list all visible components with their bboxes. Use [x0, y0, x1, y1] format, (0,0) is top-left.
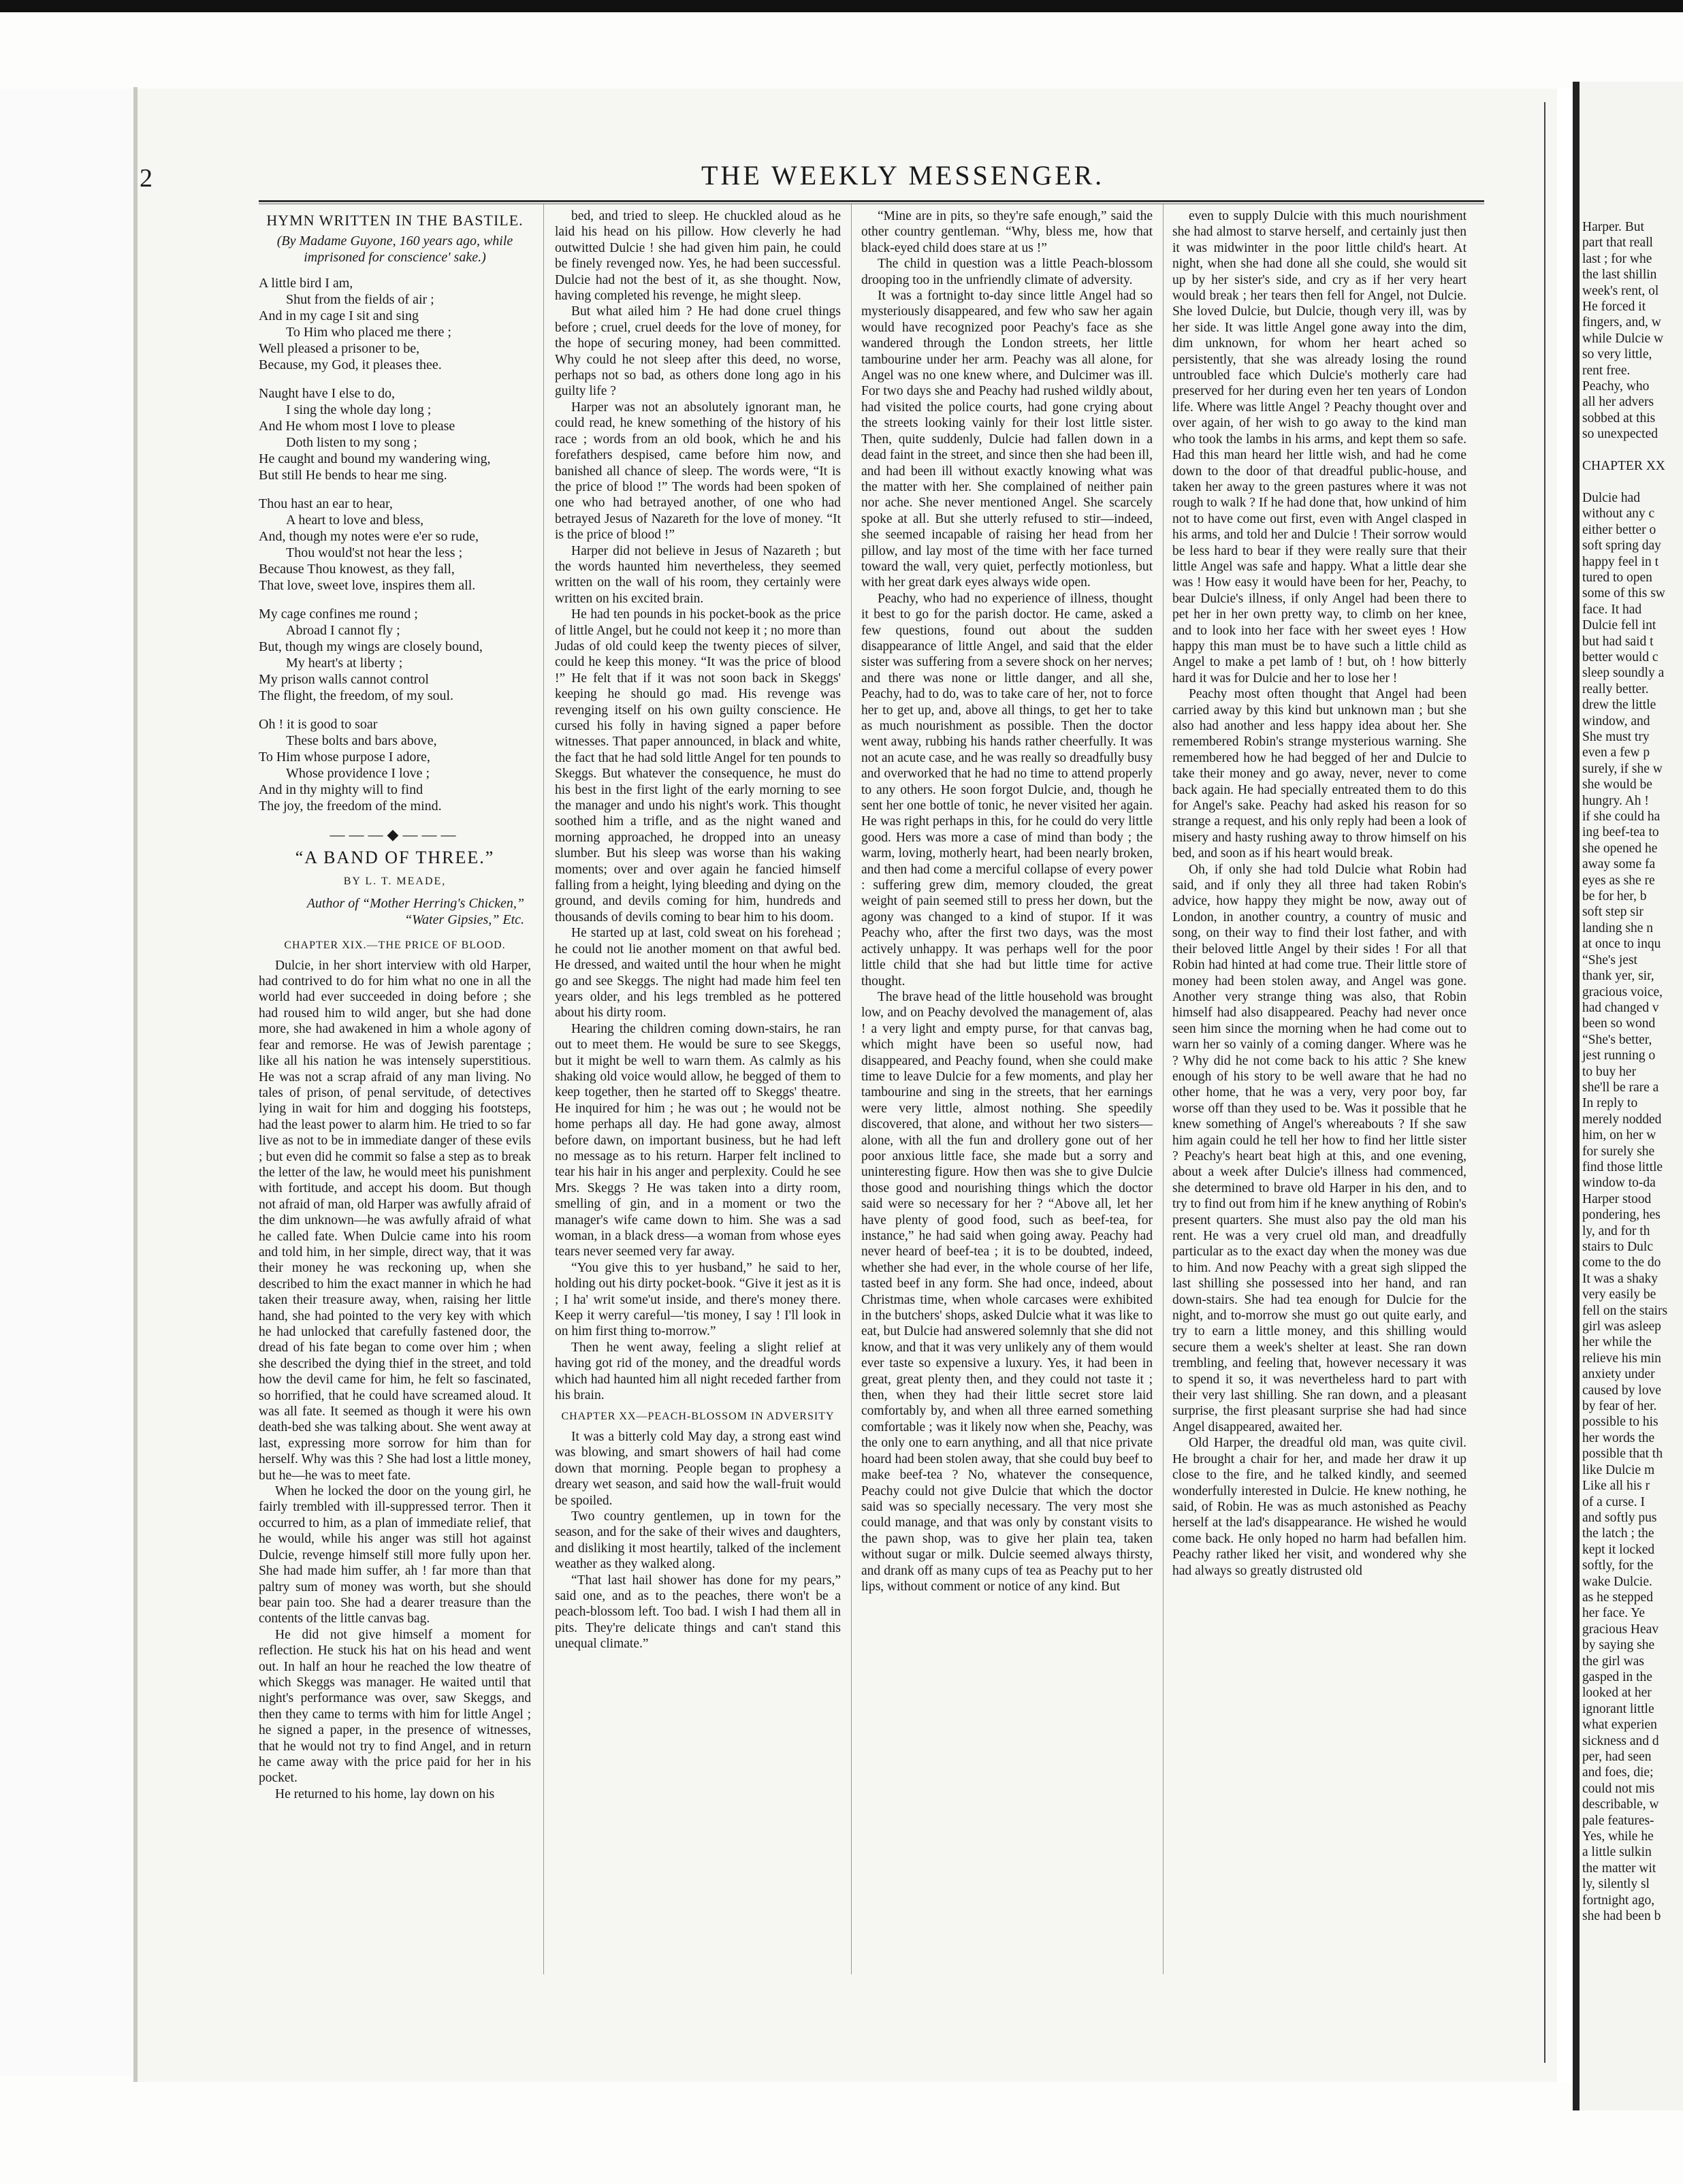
next-page-line: fortnight ago, — [1582, 1893, 1655, 1908]
next-page-line: she'll be rare a — [1582, 1080, 1659, 1095]
paragraph: Dulcie, in her short interview with old Harper, had contrived to do for him what no one in all the world had ever succeeded in doing before ; she had roused him to wild anger, but she had done more, she had awakened in him a whole agony of fear and remorse. He was of Jewish parentage ; like all his nation he was intensely superstitious. He was not a scrap afraid of any man living. No tales of prison, of penal servitude, of detectives lying in wait for him and dogging his footsteps, had the least power to alarm him. He tried to so far live as not to be in immediate danger of these evils ; but even did he commit so false a step as to break the letter of the law, he would meet his punishment with fortitude, and accept his doom. But though not afraid of man, old Harper was awfully afraid of the dim unknown—he was awfully afraid of what he called fate. When Dulcie came into his room and told him, in her simple, direct way, that it was their money he was reckoning up, when she described to him the exact manner in which he had taken their treasure away, when, raising her little hand, she had pointed to the very key with which he had unlocked that carefully fastened door, the dread of his fate began to come over him ; when she described the dying thief in the street, and told how the devil came for him, he felt so fascinated, so horrified, that he could have screamed aloud. It was all fate. It seemed as though it were his own death-bed she was talking about. She went away at last, expressing more sorrow for him than for herself. Why was this ? She had lost a little money, but he—he was to meet fate. — [259, 958, 531, 1483]
next-page-line: her words the — [1582, 1430, 1655, 1445]
next-page-line: of a curse. I — [1582, 1494, 1646, 1509]
next-page-line: and softly pus — [1582, 1510, 1657, 1525]
next-page-line: all her advers — [1582, 395, 1654, 410]
next-page-line: like Dulcie m — [1582, 1462, 1655, 1477]
next-page-line: part that reall — [1582, 236, 1653, 251]
column-rule — [851, 204, 852, 1974]
paragraph: Harper was not an absolutely ignorant man, he could read, he knew something of the history of his race ; words from an old book, which he and his forefathers despised, came before him now, and banished all chance of sleep. The words were, “It is the price of blood !” The words had been spoken of one who had betrayed another, of one who had betrayed Jesus of Nazareth for the love of money. “It is the price of blood !” — [555, 400, 841, 543]
paragraph: The child in question was a little Peach-blossom drooping too in the unfriendly climate of adversity. — [861, 257, 1153, 287]
next-page-line: either better o — [1582, 522, 1656, 537]
next-page-line: rent free. — [1582, 363, 1631, 378]
next-page-line: tured to open — [1582, 570, 1652, 585]
paragraph: Peachy, who had no experience of illness, thought it best to go for the parish doctor. He came, asked a few questions, found out about the sudden disappearance of little Angel, and said that the elder sister was suffering from a severe shock on her nerves; and there was none or little danger, and all she, Peachy, had to do, was to take care of her, not to force her to get up, and, above all things, to get her to take as much nourishment as possible. Then the doctor went away, rubbing his hands rather cheerfully. It was not an acute case, and he was really so dreadfully busy and overworked that he had no time to attend properly to any others. He soon forgot Dulcie, and, though he sent her one bottle of tonic, he never visited her again. He was right perhaps in this, for he could do very little good. Hers was more a case of mind than body ; the warm, loving, motherly heart, had been nearly broken, and then had come a merciful collapse of every power : suffering grew dim, memory clouded, the great weight of pain seemed still to press her down, but the agony was changed to a kind of stupor. If it was Peachy who, after the first two days, was the most actively unhappy. It was perhaps well for the poor little child that she had but little time for active thought. — [861, 591, 1153, 989]
paragraph: “Mine are in pits, so they're safe enough,” said the other country gentleman. “Why, bless me, how that black-eyed child does stare at us !” — [861, 209, 1153, 255]
paragraph: Hearing the children coming down-stairs, he ran out to meet them. He would be sure to see Skeggs, but it might be well to warn them. As calmly as his shaking old voice would allow, he begged of them to keep together, then he started off to Skeggs' theatre. He inquired for him ; he was out ; he would not be home perhaps all day. He had gone away, almost before dawn, on important business, but he had left no message as to his return. Harper felt inclined to tear his hair in his anger and perplexity. Could he see Mrs. Skeggs ? He was taken into a dirty room, smelling of gin, and in a moment or two the manager's wife came down to him. She was a sad woman, in a black dress—a woman from whose eyes tears never seemed very far away. — [555, 1021, 841, 1259]
next-page-line: what experien — [1582, 1718, 1657, 1733]
next-page-line: pale features- — [1582, 1813, 1654, 1828]
poem-line: Naught have I else to do, — [259, 386, 395, 402]
poem-line: And in my cage I sit and sing — [259, 308, 419, 324]
next-page-sliver — [1580, 82, 1683, 2110]
paragraph: “That last hail shower has done for my pears,” said one, and as to the peaches, there won't be a peach-blossom left. Too bad. I wish I had them all in pits. They're delicate things and can't stand this unequal climate.” — [555, 1573, 841, 1652]
next-page-line: soft step sir — [1582, 905, 1644, 920]
column-rule — [1163, 204, 1164, 1974]
poem-line: Well pleased a prisoner to be, — [259, 341, 420, 357]
poem-line: The flight, the freedom, of my soul. — [259, 688, 454, 704]
next-page-line: sleep soundly a — [1582, 666, 1665, 681]
next-page-line: ing beef-tea to — [1582, 825, 1659, 840]
column-2 — [555, 208, 841, 1985]
next-page-line: per, had seen — [1582, 1750, 1652, 1764]
column-rule — [543, 204, 544, 1974]
next-page-line: her face. Ye — [1582, 1606, 1646, 1621]
next-page-line: better would c — [1582, 649, 1658, 664]
next-page-line: the last shillin — [1582, 268, 1657, 283]
poem-body — [259, 275, 531, 814]
top-scan-border — [0, 0, 1683, 12]
next-page-line: as he stepped — [1582, 1590, 1653, 1605]
next-page-line: It was a shaky — [1582, 1271, 1658, 1286]
next-page-line: but had said t — [1582, 634, 1654, 649]
next-page-line: at once to inqu — [1582, 937, 1661, 952]
poem-line: And, though my notes were e'er so rude, — [259, 529, 479, 545]
column-3-text — [861, 208, 1153, 1594]
next-page-line: wake Dulcie. — [1582, 1574, 1652, 1589]
poem-line: My cage confines me round ; — [259, 607, 418, 622]
next-page-line: him, on her w — [1582, 1128, 1656, 1143]
next-page-line: while Dulcie w — [1582, 331, 1664, 346]
header-rule — [259, 200, 1484, 202]
paragraph: Harper did not believe in Jesus of Nazareth ; but the words haunted him nevertheless, they seemed written on the wall of his room, they certainly were written on his excited brain. — [555, 543, 841, 606]
next-page-line: ly, silently sl — [1582, 1877, 1650, 1892]
poem-line: But still He bends to hear me sing. — [259, 468, 447, 483]
next-page-line: possible that th — [1582, 1447, 1663, 1462]
next-page-line: for surely she — [1582, 1144, 1655, 1159]
next-page-line: be for her, b — [1582, 889, 1647, 904]
poem-line: Whose providence I love ; — [286, 766, 430, 782]
paragraph: But what ailed him ? He had done cruel things before ; cruel, cruel deeds for the love of money, for the hope of securing money, had been committed. Why could he not sleep after this deed, no worse, perhaps not so bad, as others done long ago in his guilty life ? — [555, 304, 841, 399]
next-page-line: her while the — [1582, 1335, 1652, 1350]
next-page-line: kept it locked — [1582, 1542, 1655, 1557]
next-page-line: Harper. But — [1582, 220, 1644, 234]
next-page-line: ly, and for th — [1582, 1223, 1650, 1238]
next-page-line: Peachy, who — [1582, 379, 1650, 394]
paragraph: He did not give himself a moment for reflection. He stuck his hat on his head and went out. In half an hour he reached the low theatre of which Skeggs was manager. He waited until that night's performance was over, saw Skeggs, and then they came to terms with him for little Angel ; he signed a paper, in the presence of witnesses, that he would not try to find Angel, and in return he came away with the price paid for her in his pocket. — [259, 1627, 531, 1786]
story-byline: BY L. T. MEADE, — [343, 876, 447, 888]
next-page-line: find those little — [1582, 1159, 1663, 1174]
next-page-line: eyes as she re — [1582, 873, 1655, 888]
next-page-line: last ; for whe — [1582, 251, 1652, 266]
poem-stanza — [259, 716, 531, 814]
next-page-line: so unexpected — [1582, 427, 1658, 442]
column-2-text — [555, 208, 841, 1403]
next-page-line: had changed v — [1582, 1000, 1659, 1015]
paragraph: He returned to his home, lay down on his — [275, 1786, 495, 1801]
poem-line: These bolts and bars above, — [286, 733, 437, 749]
poem-line: Thou would'st not hear the less ; — [286, 545, 463, 561]
next-page-line: CHAPTER XX — [1582, 459, 1665, 474]
poem-stanza — [259, 606, 531, 704]
next-page-line: happy feel in t — [1582, 554, 1659, 569]
poem-title: HYMN WRITTEN IN THE BASTILE. — [266, 212, 524, 229]
page-number: 2 — [140, 164, 153, 193]
next-page-line: Yes, while he — [1582, 1829, 1654, 1844]
next-page-line — [1582, 443, 1680, 458]
next-page-line: He forced it — [1582, 300, 1646, 315]
poem-line: And He whom most I love to please — [259, 419, 455, 434]
column-4 — [1172, 208, 1466, 1985]
next-page-line: stairs to Dulc — [1582, 1240, 1653, 1254]
poem-line: Because Thou knowest, as they fall, — [259, 562, 455, 577]
next-page-line: surely, if she w — [1582, 761, 1663, 776]
next-page-line: drew the little — [1582, 698, 1656, 713]
next-page-line: merely nodded — [1582, 1112, 1662, 1127]
paragraph: even to supply Dulcie with this much nourishment she had almost to starve herself, and certainly just then it was midwinter in the poor little child's heart. At night, when she had done all she could, she would sit up by her sister's side, and cry as if her very heart would break ; her tears then fell for Angel, not Dulcie. She loved Dulcie, but Dulcie, though very ill, was by her side. It was little Angel gone away into the dim, dim unknown, for whom her heart ached so persistently, that she was already losing the round untroubled face which Dulcie's motherly care had preserved for her during even her ten years of London life. Where was little Angel ? Peachy thought over and over again, of her wish to go away to the kind man who took the lambs in his arms, and kept them so safe. Had this man heard her little wish, and had he come down to the door of that dreadful public-house, and taken her away to the green pastures where it was not rough to walk ? If he had done that, how unkind of him not to have come out first, even with Angel clasped in his arms, and told her and Dulcie ! Their sorrow would be less hard to bear if they were really sure that their little Angel was safe and happy. What a little dear she was ! How easy it would have been for her, Peachy, to bear Dulcie's illness, if only Angel had been there to pet her in her own pretty way, to climb on her knee, and to look into her face with her sweet eyes ! How happy this man must be to have such a little child as Angel to make a pet lamb of ! but, oh ! how bitterly hard it was for Dulcie and her to lose her ! — [1172, 209, 1466, 686]
next-page-line: come to the do — [1582, 1255, 1661, 1270]
next-page-line: window, and — [1582, 713, 1650, 728]
next-page-line: thank yer, sir, — [1582, 969, 1654, 984]
chapter-20-heading: CHAPTER XX—PEACH-BLOSSOM IN ADVERSITY — [561, 1411, 835, 1423]
next-page-line: “She's jest — [1582, 952, 1637, 967]
next-page-line: girl was asleep — [1582, 1319, 1661, 1334]
next-page-line: Harper stood — [1582, 1191, 1652, 1206]
author-credit-2: “Water Gipsies,” Etc. — [404, 912, 524, 927]
next-page-line: very easily be — [1582, 1287, 1656, 1302]
poem-line: But, though my wings are closely bound, — [259, 639, 483, 655]
next-page-line: she had been b — [1582, 1909, 1661, 1924]
next-page-line: Like all his r — [1582, 1479, 1650, 1494]
chapter-19-heading: CHAPTER XIX.—THE PRICE OF BLOOD. — [284, 940, 506, 952]
next-page-line: relieve his min — [1582, 1351, 1661, 1366]
column-2-text-continued — [555, 1429, 841, 1652]
poem-stanza — [259, 496, 531, 594]
left-margin — [0, 89, 136, 2076]
next-page-line: and foes, die; — [1582, 1765, 1654, 1780]
next-page-line: landing she n — [1582, 920, 1653, 935]
next-page-line: sobbed at this — [1582, 411, 1656, 425]
poem-line: Because, my God, it pleases thee. — [259, 357, 442, 373]
poem-line: Oh ! it is good to soar — [259, 717, 378, 733]
next-page-line: gasped in the — [1582, 1669, 1652, 1684]
next-page-line: “She's better, — [1582, 1032, 1652, 1047]
paragraph: Then he went away, feeling a slight relief at having got rid of the money, and the dreadful words which had haunted him all night receded farther from his brain. — [555, 1340, 841, 1403]
poem-line: That love, sweet love, inspires them all. — [259, 578, 476, 594]
next-page-line: describable, w — [1582, 1797, 1659, 1812]
next-page-line: she would be — [1582, 777, 1652, 792]
next-page-line: face. It had — [1582, 602, 1642, 617]
next-page-line: hungry. Ah ! — [1582, 793, 1649, 808]
next-page-line: to buy her — [1582, 1064, 1637, 1079]
paragraph: When he locked the door on the young girl, he fairly trembled with ill-suppressed terror. Then it occurred to him, as a plan of immediate relief, that he would, while his anger was still hot against Dulcie, revenge himself still more fully upon her. She had made him suffer, ah ! far more than that paltry sum of money was worth, but she should bear pain too. She had a dearer treasure than the contents of the little canvas bag. — [259, 1484, 531, 1626]
paragraph: Old Harper, the dreadful old man, was quite civil. He brought a chair for her, and made her draw it up close to the fire, and he talked kindly, and seemed wonderfully interested in Dulcie. He knew nothing, he said, of Robin. He was as much astonished as Peachy herself at the lad's disappearance. He wished he would come back. He only hoped no harm had befallen him. Peachy rather liked her visit, and wondered why she had always so greatly distrusted old — [1172, 1436, 1466, 1578]
next-page-line: some of this sw — [1582, 586, 1665, 601]
paragraph: It was a bitterly cold May day, a strong east wind was blowing, and smart showers of hail had come down that morning. People began to prophesy a dreary wet season, and said how the wall-fruit would be spoiled. — [555, 1429, 841, 1508]
next-page-line: anxiety under — [1582, 1367, 1655, 1382]
paragraph: “You give this to yer husband,” he said to her, holding out his dirty pocket-book. “Give it jest as it is ; I ha' writ some'ut inside, and there's money there. Keep it werry careful—'tis money, I say ! I'll look in on him first thing to-morrow.” — [555, 1260, 841, 1339]
poem-line: Thou hast an ear to hear, — [259, 496, 393, 512]
next-page-line: without any c — [1582, 507, 1655, 521]
next-page-line: Dulcie fell int — [1582, 618, 1656, 633]
paragraph: Two country gentlemen, up in town for the season, and for the sake of their wives and daughters, and disliking it most heartily, talked of the inclement weather as they walked along. — [555, 1509, 841, 1572]
next-page-line: window to-da — [1582, 1176, 1656, 1191]
next-page-line: Dulcie had — [1582, 490, 1641, 505]
next-page-line: week's rent, ol — [1582, 283, 1659, 298]
poem-line: He caught and bound my wandering wing, — [259, 451, 491, 467]
next-page-line: been so wond — [1582, 1016, 1656, 1031]
poem-stanza — [259, 275, 531, 373]
column-1-text — [259, 958, 531, 1803]
next-page-line: possible to his — [1582, 1415, 1658, 1430]
next-page-line: the girl was — [1582, 1654, 1644, 1669]
next-page-line: she opened he — [1582, 841, 1658, 856]
next-page-line: the matter wit — [1582, 1861, 1656, 1876]
poem-line: A little bird I am, — [259, 276, 353, 291]
poem-line: The joy, the freedom of the mind. — [259, 799, 442, 814]
next-page-text — [1580, 219, 1683, 1924]
next-page-line — [1582, 475, 1680, 490]
poem-line: And in thy mighty will to find — [259, 782, 423, 798]
next-page-line: by fear of her. — [1582, 1399, 1657, 1414]
next-page-line: the latch ; the — [1582, 1526, 1654, 1541]
paragraph: The brave head of the little household was brought low, and on Peachy devolved the management of, alas ! a very light and empty purse, for that canvas bag, which might have been so useful now, had disappeared, and Peachy found, when she could make time to leave Dulcie for a few moments, and play her tambourine and sing in the streets, that her earnings were very little, almost nothing. She speedily discovered, that alone, and without her two sisters—alone, with all the fun and drollery gone out of her poor anxious little face, she made but a sorry and uninteresting figure. How then was she to give Dulcie those good and nourishing things which the doctor said were so necessary for her ? “Above all, let her have plenty of good food, such as beef-tea, for instance,” he had said when going away. Peachy had never heard of beef-tea ; it is to be doubted, indeed, whether she had ever, in the whole course of her life, tasted beef in any form. She had once, indeed, about Christmas time, when whole carcases were exhibited in the butchers' shops, asked Dulcie what it was like to eat, but Dulcie had answered solemnly that she did not know, and that it was very unlikely any of them would ever taste so expensive a luxury. Yes, it had been in great, great plenty then, and they could not taste it ; then, when they had their little secret store laid comfortably by, and when all three earned something comfortable ; was it likely now when she, Peachy, was the only one to earn anything, and all that nice private hoard had been stolen away, that she could buy beef to make beef-tea ? No, whatever the consequence, Peachy could not give Dulcie that which the doctor said was so specially necessary. The very most she could manage, and that was only by constant visits to the pawn shop, was to give her plain tea, taken without sugar or milk. Dulcie seemed always thirsty, and drank off as many cups of tea as Peachy put to her lips, without comment or notice of any kind. But — [861, 989, 1153, 1594]
next-page-line: so very little, — [1582, 347, 1652, 362]
next-page-line: a little sulkin — [1582, 1845, 1652, 1860]
next-page-line: pondering, hes — [1582, 1208, 1661, 1223]
next-page-line: In reply to — [1582, 1096, 1638, 1111]
paragraph: It was a fortnight to-day since little Angel had so mysteriously disappeared, and few who saw her again would have recognized poor Peachy's face as she wandered through the London streets, her little tambourine under her arm. Peachy was all alone, for Angel was no one knew where, and Dulcimer was ill. For two days she and Peachy had rushed wildly about, had visited the police courts, had gone crying about the streets looking vainly for their lost little sister. Then, quite suddenly, Dulcie had fallen down in a dead faint in the street, and since then she had been ill, and had been ill without exactly knowing what was the matter with her. She complained of neither pain nor ache. She never mentioned Angel. She scarcely spoke at all. But she utterly refused to stir—indeed, she seemed incapable of raising her head from her pillow, and lay most of the time with her face turned toward the wall, very quiet, perfectly motionless, but with her great dark eyes always wide open. — [861, 289, 1153, 590]
next-page-line: looked at her — [1582, 1686, 1652, 1701]
next-page-line: gracious Heav — [1582, 1622, 1659, 1637]
paragraph: Oh, if only she had told Dulcie what Robin had said, and if only they all three had taken Robin's advice, how happy they might be now, away out of London, in another country, a country of music and song, on their way to find their lost father, and with their beloved little Angel by their sides ! For all that Robin had hinted at had come true. Their little store of money had been stolen away, and Angel was gone. Another very strange thing was also, that Robin himself had also disappeared. Peachy had never once seen him since the morning when he had come out to warn her so vainly of a coming danger. Where was he ? Why did he not come back to his attic ? She knew enough of his story to be well aware that he had no other home, that he was a very, very poor boy, far worse off than they used to be. Was it possible that he knew something of Angel's whereabouts ? If she saw him again could he tell her how to find her little sister ? Peachy's heart beat high at this, and one evening, about a week after Dulcie's illness had commenced, she determined to brave old Harper in his den, and to try to find out from him if he knew anything of Robin's present quarters. She must also pay the old man his rent. He was a very cruel old man, and dreadfully particular as to the exact day when the money was due to him. And now Peachy with a great sigh slipped the last shilling she possessed into her hand, and ran down-stairs. She had tea enough for Dulcie for the night, and to-morrow she must go out quite early, and try to earn a little money, and this shilling would secure them a week's shelter at least. She ran down trembling, and feeling that, however necessary it was to spend it so, it was nevertheless hard to part with their very last shilling. She ran down, and a pleasant surprise, the first pleasant surprise she had had since Angel disappeared, awaited her. — [1172, 862, 1466, 1434]
next-page-line: fingers, and, w — [1582, 315, 1661, 330]
masthead: THE WEEKLY MESSENGER. — [701, 160, 1105, 191]
poem-subtitle: (By Madame Guyone, 160 years ago, while imprisoned for conscience' sake.) — [276, 234, 513, 265]
story-title: “A BAND OF THREE.” — [295, 847, 495, 867]
next-page-line: sickness and d — [1582, 1733, 1659, 1748]
column-1 — [259, 208, 531, 1985]
paragraph: He had ten pounds in his pocket-book as the price of little Angel, but he could not keep it ; no more than Judas of old could keep the twenty pieces of silver, could he keep this money. “It was the price of blood !” He felt that if it was not soon back in Skeggs' keeping he should go mad. His revenge was revenging itself on his own guilty conscience. He cursed his folly in having signed a paper before witnesses. That paper announced, in black and white, the fact that he had sold little Angel for ten pounds to Skeggs. But whatever the consequence, he must do his best in the first light of the early morning to see the manager and undo his night's work. This thought soothed him a trifle, and as the night waned and morning approached, he dropped into an uneasy slumber. But his sleep was worse than his waking moments; over and over again he fancied himself falling from a height, lying bleeding and dying on the ground, and devils coming for him, hundreds and thousands of devils coming to bear him to his doom. — [555, 607, 841, 925]
next-page-line: soft spring day — [1582, 539, 1661, 553]
next-page-line: away some fa — [1582, 857, 1656, 872]
poem-line: Abroad I cannot fly ; — [286, 623, 400, 639]
next-page-line: caused by love — [1582, 1383, 1661, 1398]
poem-line: A heart to love and bless, — [286, 513, 424, 528]
poem-line: I sing the whole day long ; — [286, 402, 432, 418]
poem-line: To Him who placed me there ; — [286, 325, 451, 340]
poem-line: Doth listen to my song ; — [286, 435, 417, 451]
next-page-line: if she could ha — [1582, 809, 1661, 824]
gutter-line — [1544, 102, 1545, 2063]
next-page-line: could not mis — [1582, 1781, 1655, 1796]
paragraph: He started up at last, cold sweat on his forehead ; he could not lie another moment on that awful bed. He dressed, and waited until the hour when he might go and see Skeggs. The night had made him feel ten years older, and his legs trembled as he pottered about his dirty room. — [555, 926, 841, 1021]
next-page-line: fell on the stairs — [1582, 1303, 1668, 1318]
next-page-line: jest running o — [1582, 1048, 1656, 1063]
section-ornament: ———◆——— — [330, 826, 460, 844]
next-page-line: even a few p — [1582, 745, 1650, 760]
poem-line: My prison walls cannot control — [259, 672, 429, 688]
next-page-line: ignorant little — [1582, 1701, 1654, 1716]
author-credit-1: Author of “Mother Herring's Chicken,” — [306, 896, 524, 912]
next-page-line: really better. — [1582, 681, 1649, 696]
column-3 — [861, 208, 1153, 1985]
paragraph: bed, and tried to sleep. He chuckled aloud as he laid his head on his pillow. How cleverly he had outwitted Dulcie ! she had given him pain, he could be finely revenged now. Yes, he had been successful. Dulcie had not the best of it, as she thought. Now, having completed his revenge, he might sleep. — [555, 209, 841, 304]
next-page-line: gracious voice, — [1582, 984, 1663, 999]
paragraph: Peachy most often thought that Angel had been carried away by this kind but unknown man ; but she also had another and less happy idea about her. She remembered Robin's strange mysterious warning. She remembered how he had begged of her and Dulcie to take their money and go away, never, never to come back again. He had specially entreated them to do this for Angel's sake. Peachy had asked his reason for so strange a request, and his only reply had been a look of misery and hasty rushing away to throw himself on his bed, and soon as if his heart would break. — [1172, 687, 1466, 861]
poem-line: Shut from the fields of air ; — [286, 292, 434, 308]
next-page-line: She must try — [1582, 730, 1650, 744]
poem-line: To Him whose purpose I adore, — [259, 750, 430, 765]
poem-line: My heart's at liberty ; — [286, 656, 403, 671]
next-page-line: softly, for the — [1582, 1558, 1654, 1573]
next-page-line: by saying she — [1582, 1638, 1655, 1653]
poem-stanza — [259, 385, 531, 483]
column-4-text — [1172, 208, 1466, 1579]
